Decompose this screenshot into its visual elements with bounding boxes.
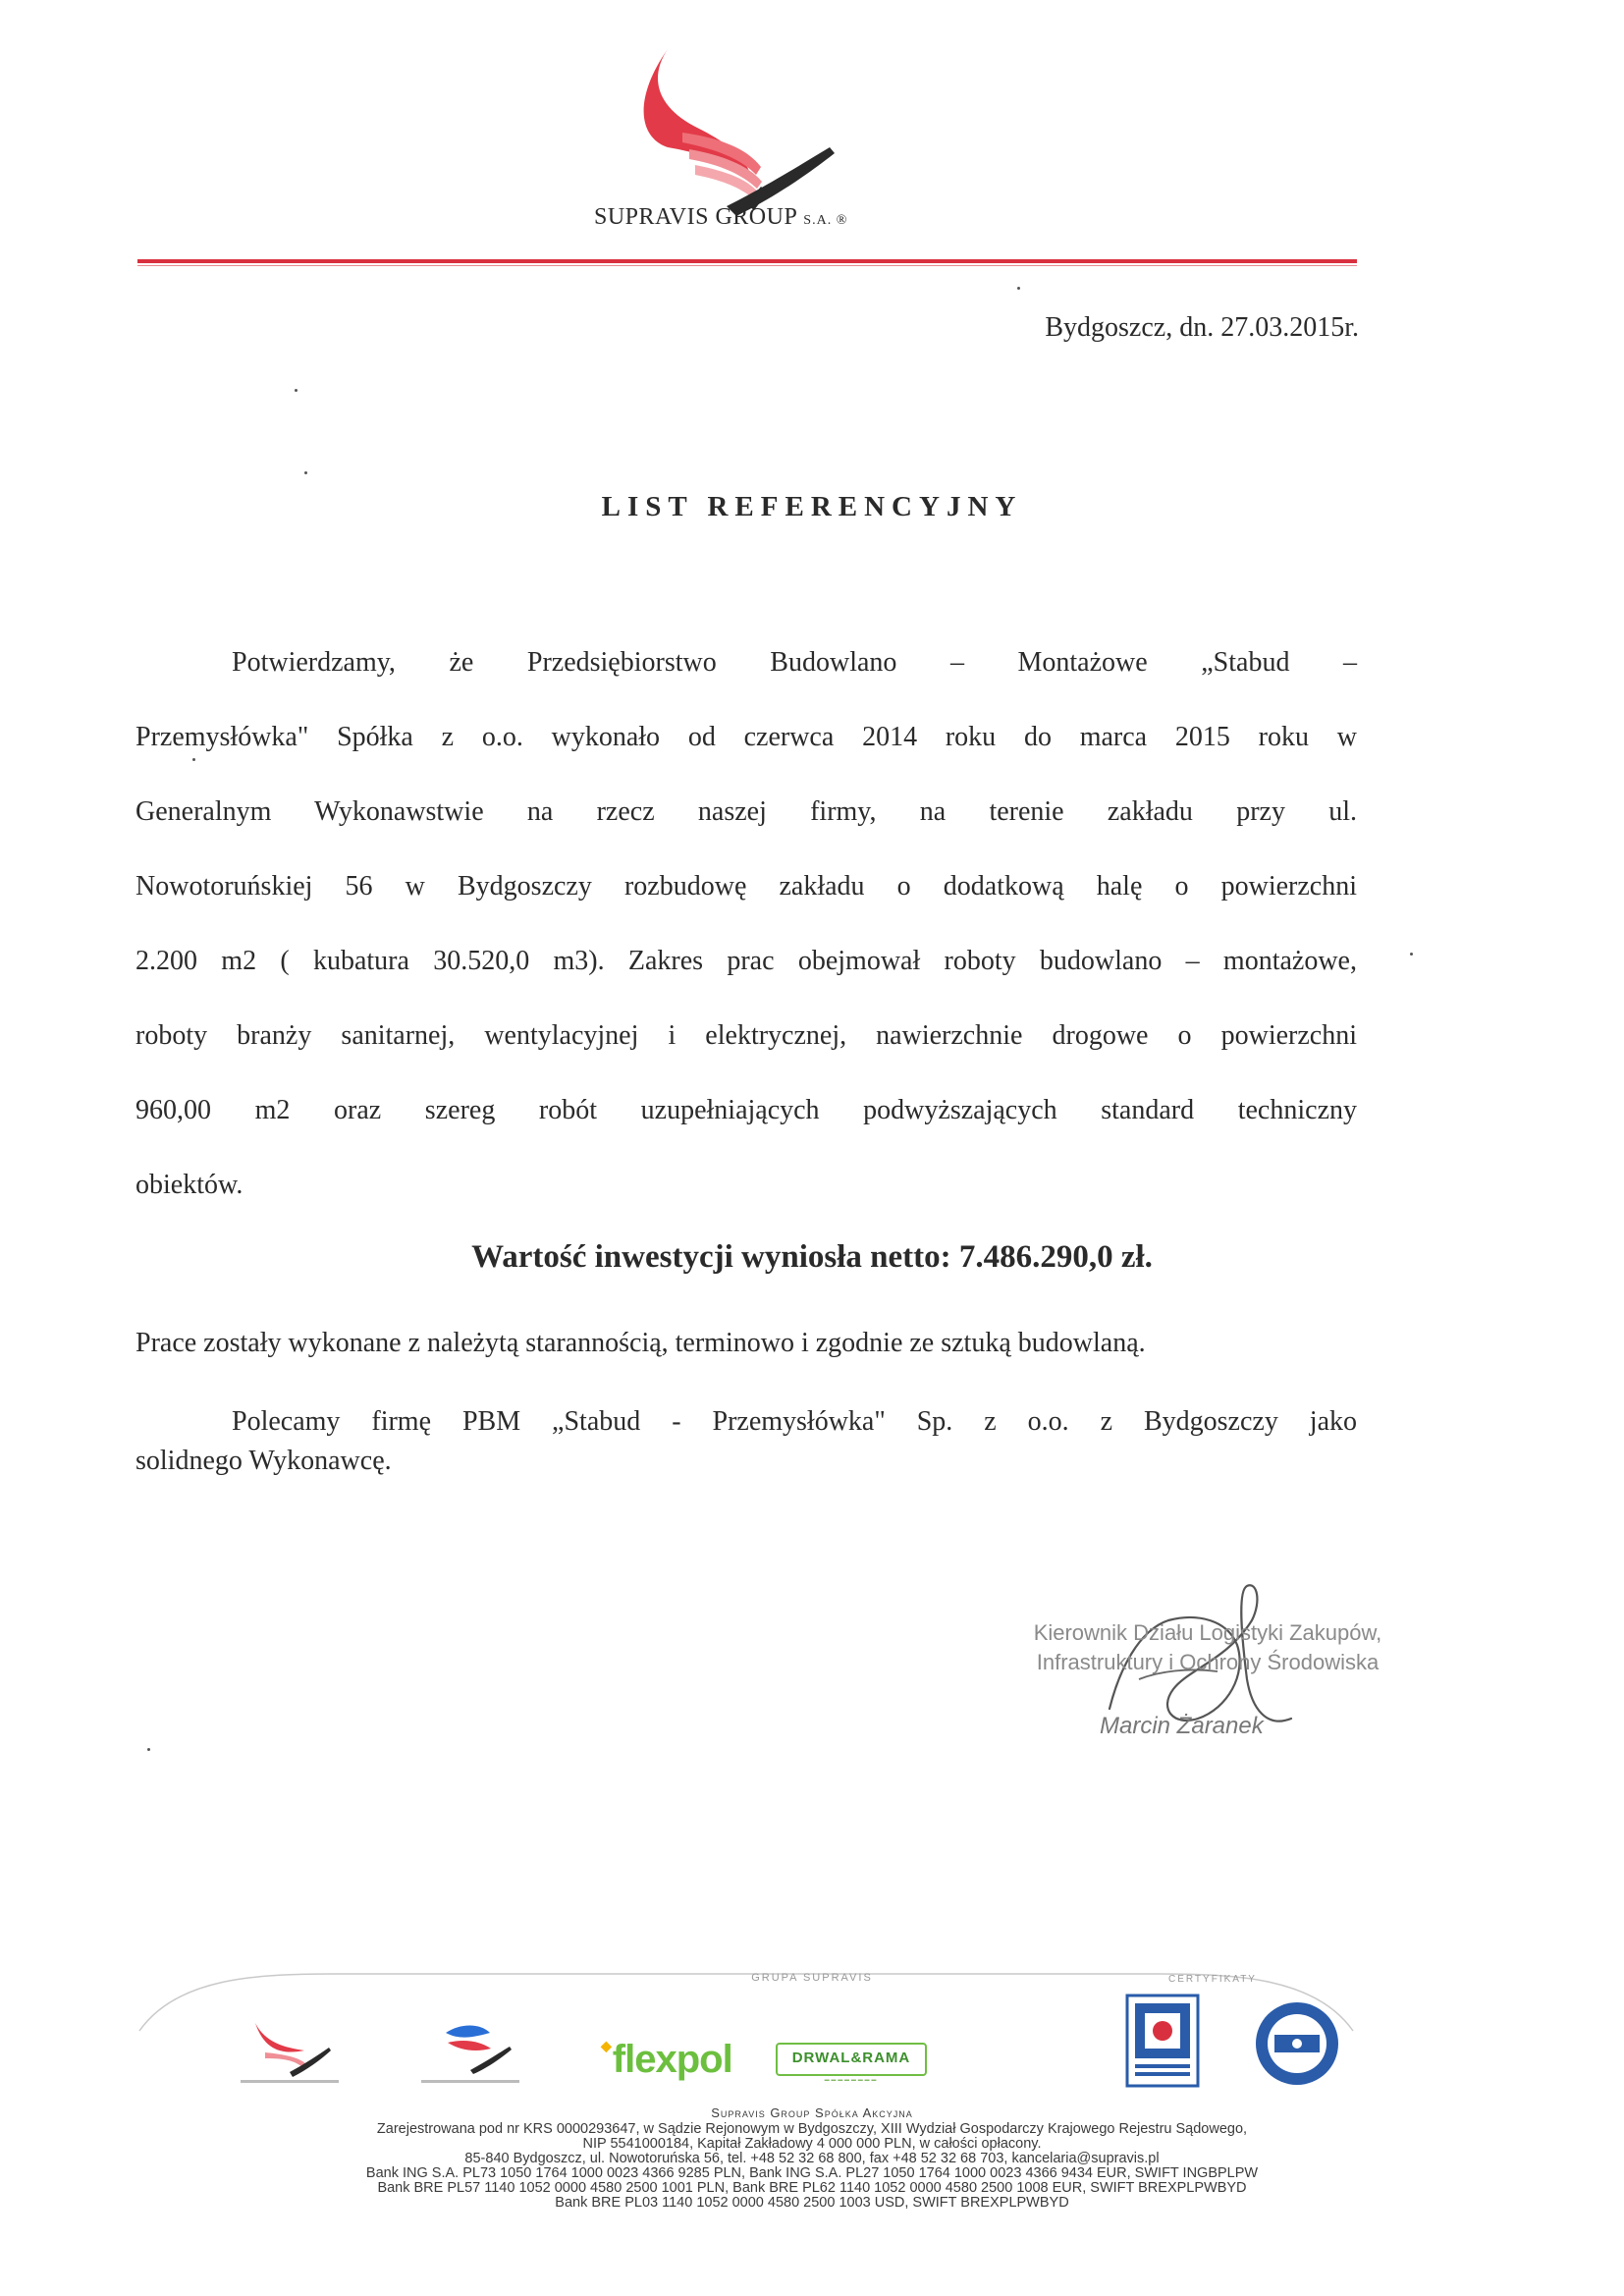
paragraph-line: Potwierdzamy, że Przedsiębiorstwo Budowlano – Montażowe „Stabud – <box>232 647 1357 678</box>
footer-line: NIP 5541000184, Kapitał Zakładowy 4 000 000 PLN, w całości opłacony. <box>582 2136 1042 2152</box>
footer-line: Bank BRE PL57 1140 1052 0000 4580 2500 1001 PLN, Bank BRE PL62 1140 1052 0000 4580 2500 1008 EUR, SWIFT BREXPLPWBYD <box>377 2180 1247 2196</box>
certificates-label: CERTYFIKATY <box>1168 1974 1257 1985</box>
scan-speck <box>1017 287 1020 290</box>
investment-value: Wartość inwestycji wyniosła netto: 7.486.290,0 zł. <box>471 1239 1153 1275</box>
footer-line: Zarejestrowana pod nr KRS 0000293647, w Sądzie Rejonowym w Bydgoszczy, XIII Wydział Gospodarczy Krajowego Rejestru Sądowego, <box>376 2121 1248 2137</box>
header-divider-thin <box>137 265 1357 266</box>
footer-line: 85-840 Bydgoszcz, ul. Nowotoruńska 56, tel. +48 52 32 68 800, fax +48 52 32 68 703, kancelaria@supravis.pl <box>464 2151 1160 2166</box>
paragraph-line: Generalnym Wykonawstwie na rzecz naszej firmy, na terenie zakładu przy ul. <box>135 796 1357 827</box>
body-paragraph-2: Prace zostały wykonane z należytą starannością, terminowo i zgodnie ze sztuką budowlaną. <box>135 1328 1146 1358</box>
scan-speck <box>147 1748 150 1751</box>
paragraph-line: Polecamy firmę PBM „Stabud - Przemysłówka" Sp. z o.o. z Bydgoszczy jako <box>232 1406 1357 1437</box>
flexpol-logo <box>601 2038 732 2082</box>
scan-speck <box>304 471 307 474</box>
paragraph-line: roboty branży sanitarnej, wentylacyjnej i elektrycznej, nawierzchnie drogowe o powierzchni <box>135 1020 1357 1051</box>
flexpol-logo-text: flexpol <box>612 2038 732 2081</box>
brand-suffix: S.A. ® <box>803 213 848 228</box>
group-company-logo-icon <box>416 2003 524 2092</box>
scan-speck <box>295 389 298 392</box>
signatory-title-line-2: Infrastruktury i Ochrony Środowiska <box>1036 1650 1380 1674</box>
brand-name-text: SUPRAVIS GROUP <box>594 204 798 230</box>
signatory-title <box>1031 1618 1384 1677</box>
body-paragraph-3 <box>135 1402 1357 1481</box>
body-paragraph-1 <box>135 626 1357 1223</box>
footer-line: Bank BRE PL03 1140 1052 0000 4580 2500 1003 USD, SWIFT BREXPLPWBYD <box>555 2195 1069 2211</box>
certificate-badge-icon <box>1125 1994 1200 2088</box>
iqnet-certificate-icon <box>1253 1999 1341 2088</box>
paragraph-line: solidnego Wykonawcę. <box>135 1446 392 1476</box>
drwal-rama-logo-subline: ━━━━━━━━ <box>824 2076 879 2085</box>
scan-speck <box>1410 953 1413 956</box>
letter-date: Bydgoszcz, dn. 27.03.2015r. <box>1045 312 1359 343</box>
paragraph-line: 2.200 m2 ( kubatura 30.520,0 m3). Zakres prac obejmował roboty budowlano – montażowe, <box>135 946 1357 976</box>
brand-name <box>594 204 928 231</box>
signatory-name: Marcin Żaranek <box>1100 1713 1264 1739</box>
flexpol-accent-icon: ◆ <box>601 2038 611 2053</box>
drwal-rama-logo: DRWAL&RAMA <box>776 2043 927 2076</box>
signatory-title-line-1: Kierownik Działu Logistyki Zakupów, <box>1033 1620 1382 1645</box>
paragraph-line: Przemysłówka" Spółka z o.o. wykonało od czerwca 2014 roku do marca 2015 roku w <box>135 722 1357 752</box>
paragraph-line: obiektów. <box>135 1170 244 1200</box>
supravis-small-logo-icon <box>236 2003 344 2092</box>
paragraph-line: 960,00 m2 oraz szereg robót uzupełniających podwyższających standard techniczny <box>135 1095 1357 1125</box>
footer-line: Bank ING S.A. PL73 1050 1764 1000 0023 4366 9285 PLN, Bank ING S.A. PL27 1050 1764 1000 0023 4366 9434 EUR, SWIFT INGBPLPW <box>365 2165 1259 2181</box>
group-label: GRUPA SUPRAVIS <box>751 1972 873 1984</box>
paragraph-line: Nowotoruńskiej 56 w Bydgoszczy rozbudowę zakładu o dodatkową halę o powierzchni <box>135 871 1357 902</box>
header-divider <box>137 259 1357 263</box>
letter-title: LIST REFERENCYJNY <box>601 491 1023 522</box>
footer-company-info <box>98 2105 1526 2211</box>
footer-company-name: Supravis Group Spółka Akcyjna <box>711 2105 913 2120</box>
